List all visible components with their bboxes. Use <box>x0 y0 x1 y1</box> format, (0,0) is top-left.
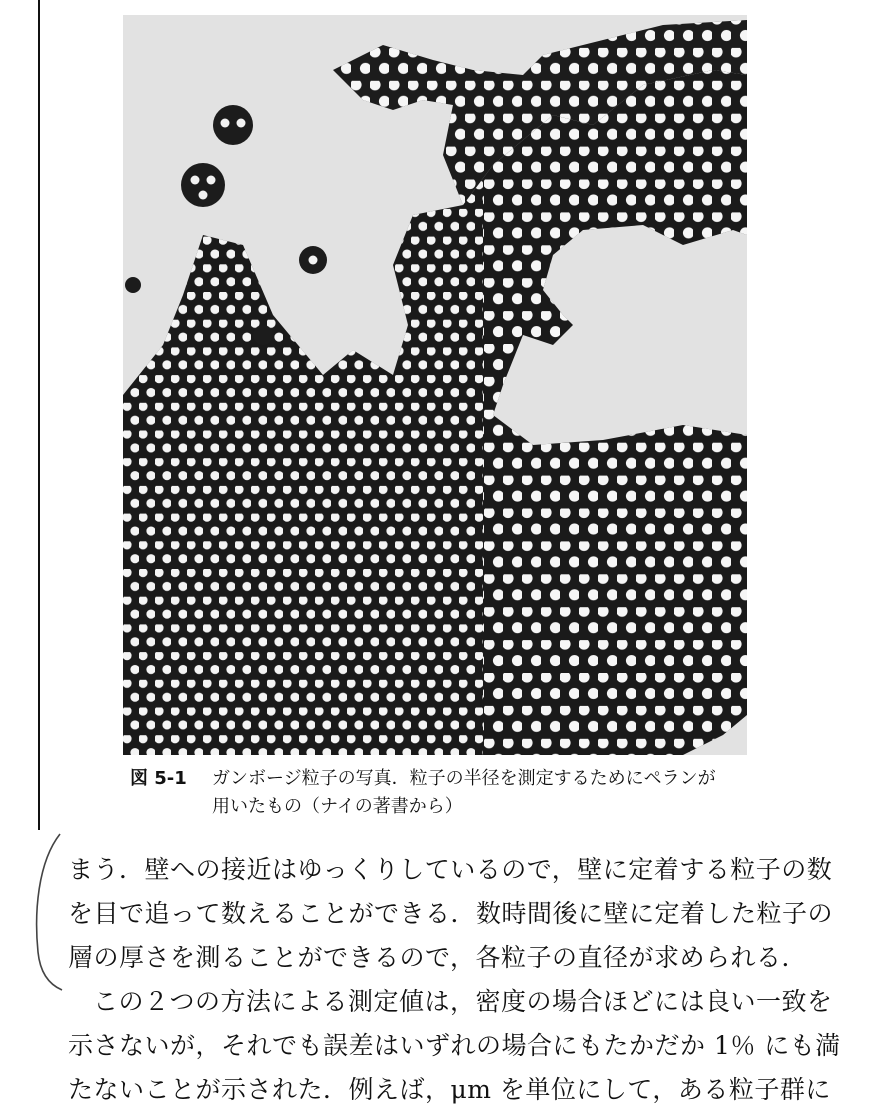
body-line-2: を目で追って数えることができる．数時間後に壁に定着した粒子の <box>68 899 834 928</box>
gamboge-particle-photo <box>123 15 747 755</box>
body-text <box>68 848 841 1112</box>
body-line-1: まう．壁への接近はゆっくりしているので，壁に定着する粒子の数 <box>68 855 833 884</box>
caption-line-2: 用いたもの（ナイの著書から） <box>212 796 463 817</box>
body-line-5: 示さないが，それでも誤差はいずれの場合にもたかだか 1％ にも満 <box>68 1031 841 1060</box>
pencil-margin-mark <box>26 832 66 992</box>
body-line-4: この２つの方法による測定値は，密度の場合ほどには良い一致を <box>93 987 833 1016</box>
margin-line <box>38 0 40 830</box>
figure-caption <box>130 765 780 821</box>
figure-label: 図 5-1 <box>130 768 187 789</box>
body-line-6: たないことが示された．例えば，μm を単位にして，ある粒子群に <box>68 1075 831 1104</box>
caption-line-1: ガンボージ粒子の写真．粒子の半径を測定するためにペランが <box>212 768 716 789</box>
body-line-3: 層の厚さを測ることができるので，各粒子の直径が求められる． <box>68 943 808 972</box>
